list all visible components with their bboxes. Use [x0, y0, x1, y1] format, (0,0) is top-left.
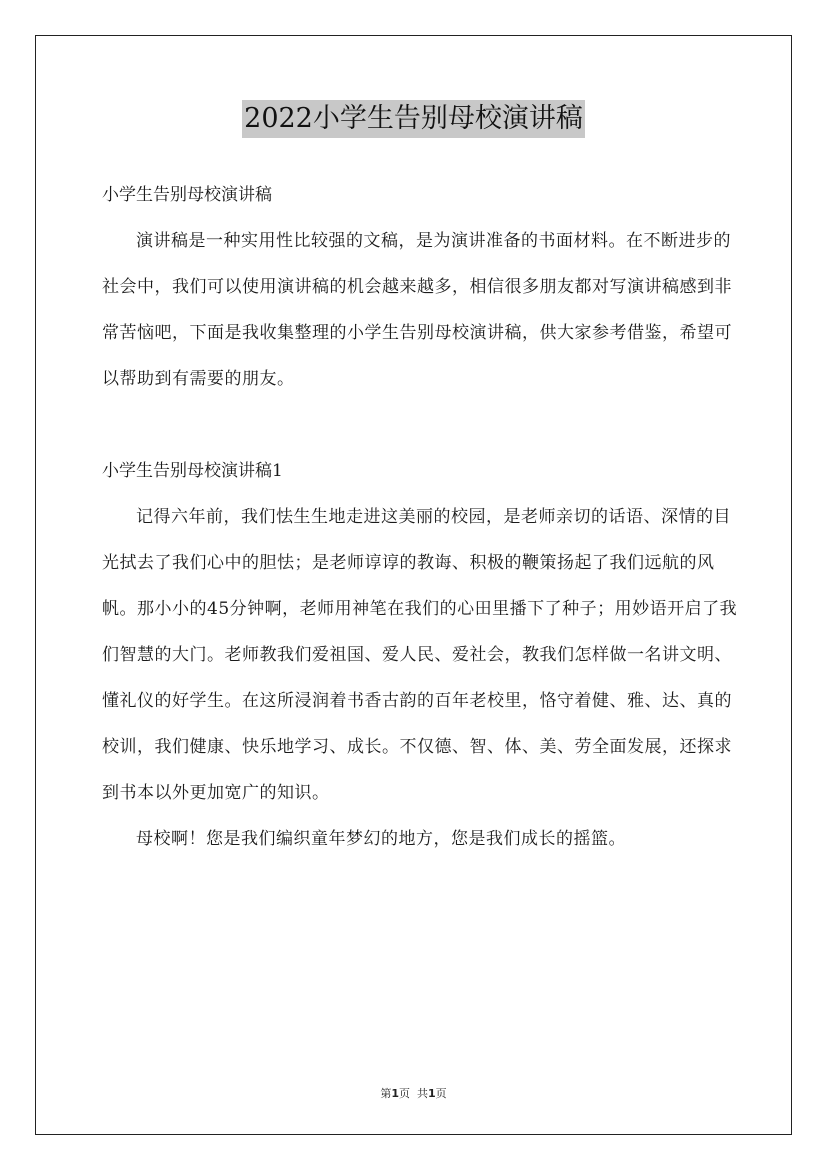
title-wrap — [0, 100, 827, 138]
document-body — [102, 172, 742, 862]
page-number: 1 — [391, 1087, 399, 1100]
page-footer — [0, 1085, 827, 1101]
page-suffix: 页 — [399, 1087, 410, 1100]
document-title: 2022小学生告别母校演讲稿 — [242, 100, 585, 138]
section-heading: 小学生告别母校演讲稿1 — [102, 461, 283, 481]
total-pages: 1 — [428, 1087, 436, 1100]
paragraph: 演讲稿是一种实用性比较强的文稿，是为演讲准备的书面材料。在不断进步的社会中，我们可以使用演讲稿的机会越来越多，相信很多朋友都对写演讲稿感到非常苦恼吧，下面是我收集整理的小学生告别母校演讲稿，供大家参考借鉴，希望可以帮助到有需要的朋友。 — [102, 231, 732, 389]
total-suffix: 页 — [435, 1087, 447, 1100]
page-prefix: 第 — [380, 1087, 392, 1100]
total-prefix: 共 — [417, 1087, 428, 1100]
paragraph: 记得六年前，我们怯生生地走进这美丽的校园，是老师亲切的话语、深情的目光拭去了我们心中的胆怯；是老师谆谆的教诲、积极的鞭策扬起了我们远航的风帆。那小小的45分钟啊，老师用神笔在我们的心田里播下了种子；用妙语开启了我们智慧的大门。老师教我们爱祖国、爱人民、爱社会，教我们怎样做一名讲文明、懂礼仪的好学生。在这所浸润着书香古韵的百年老校里，恪守着健、雅、达、真的校训，我们健康、快乐地学习、成长。不仅德、智、体、美、劳全面发展，还探求到书本以外更加宽广的知识。 — [102, 507, 738, 803]
section-heading: 小学生告别母校演讲稿 — [102, 185, 272, 205]
paragraph: 母校啊！您是我们编织童年梦幻的地方，您是我们成长的摇篮。 — [136, 829, 626, 849]
spacer — [102, 402, 742, 448]
